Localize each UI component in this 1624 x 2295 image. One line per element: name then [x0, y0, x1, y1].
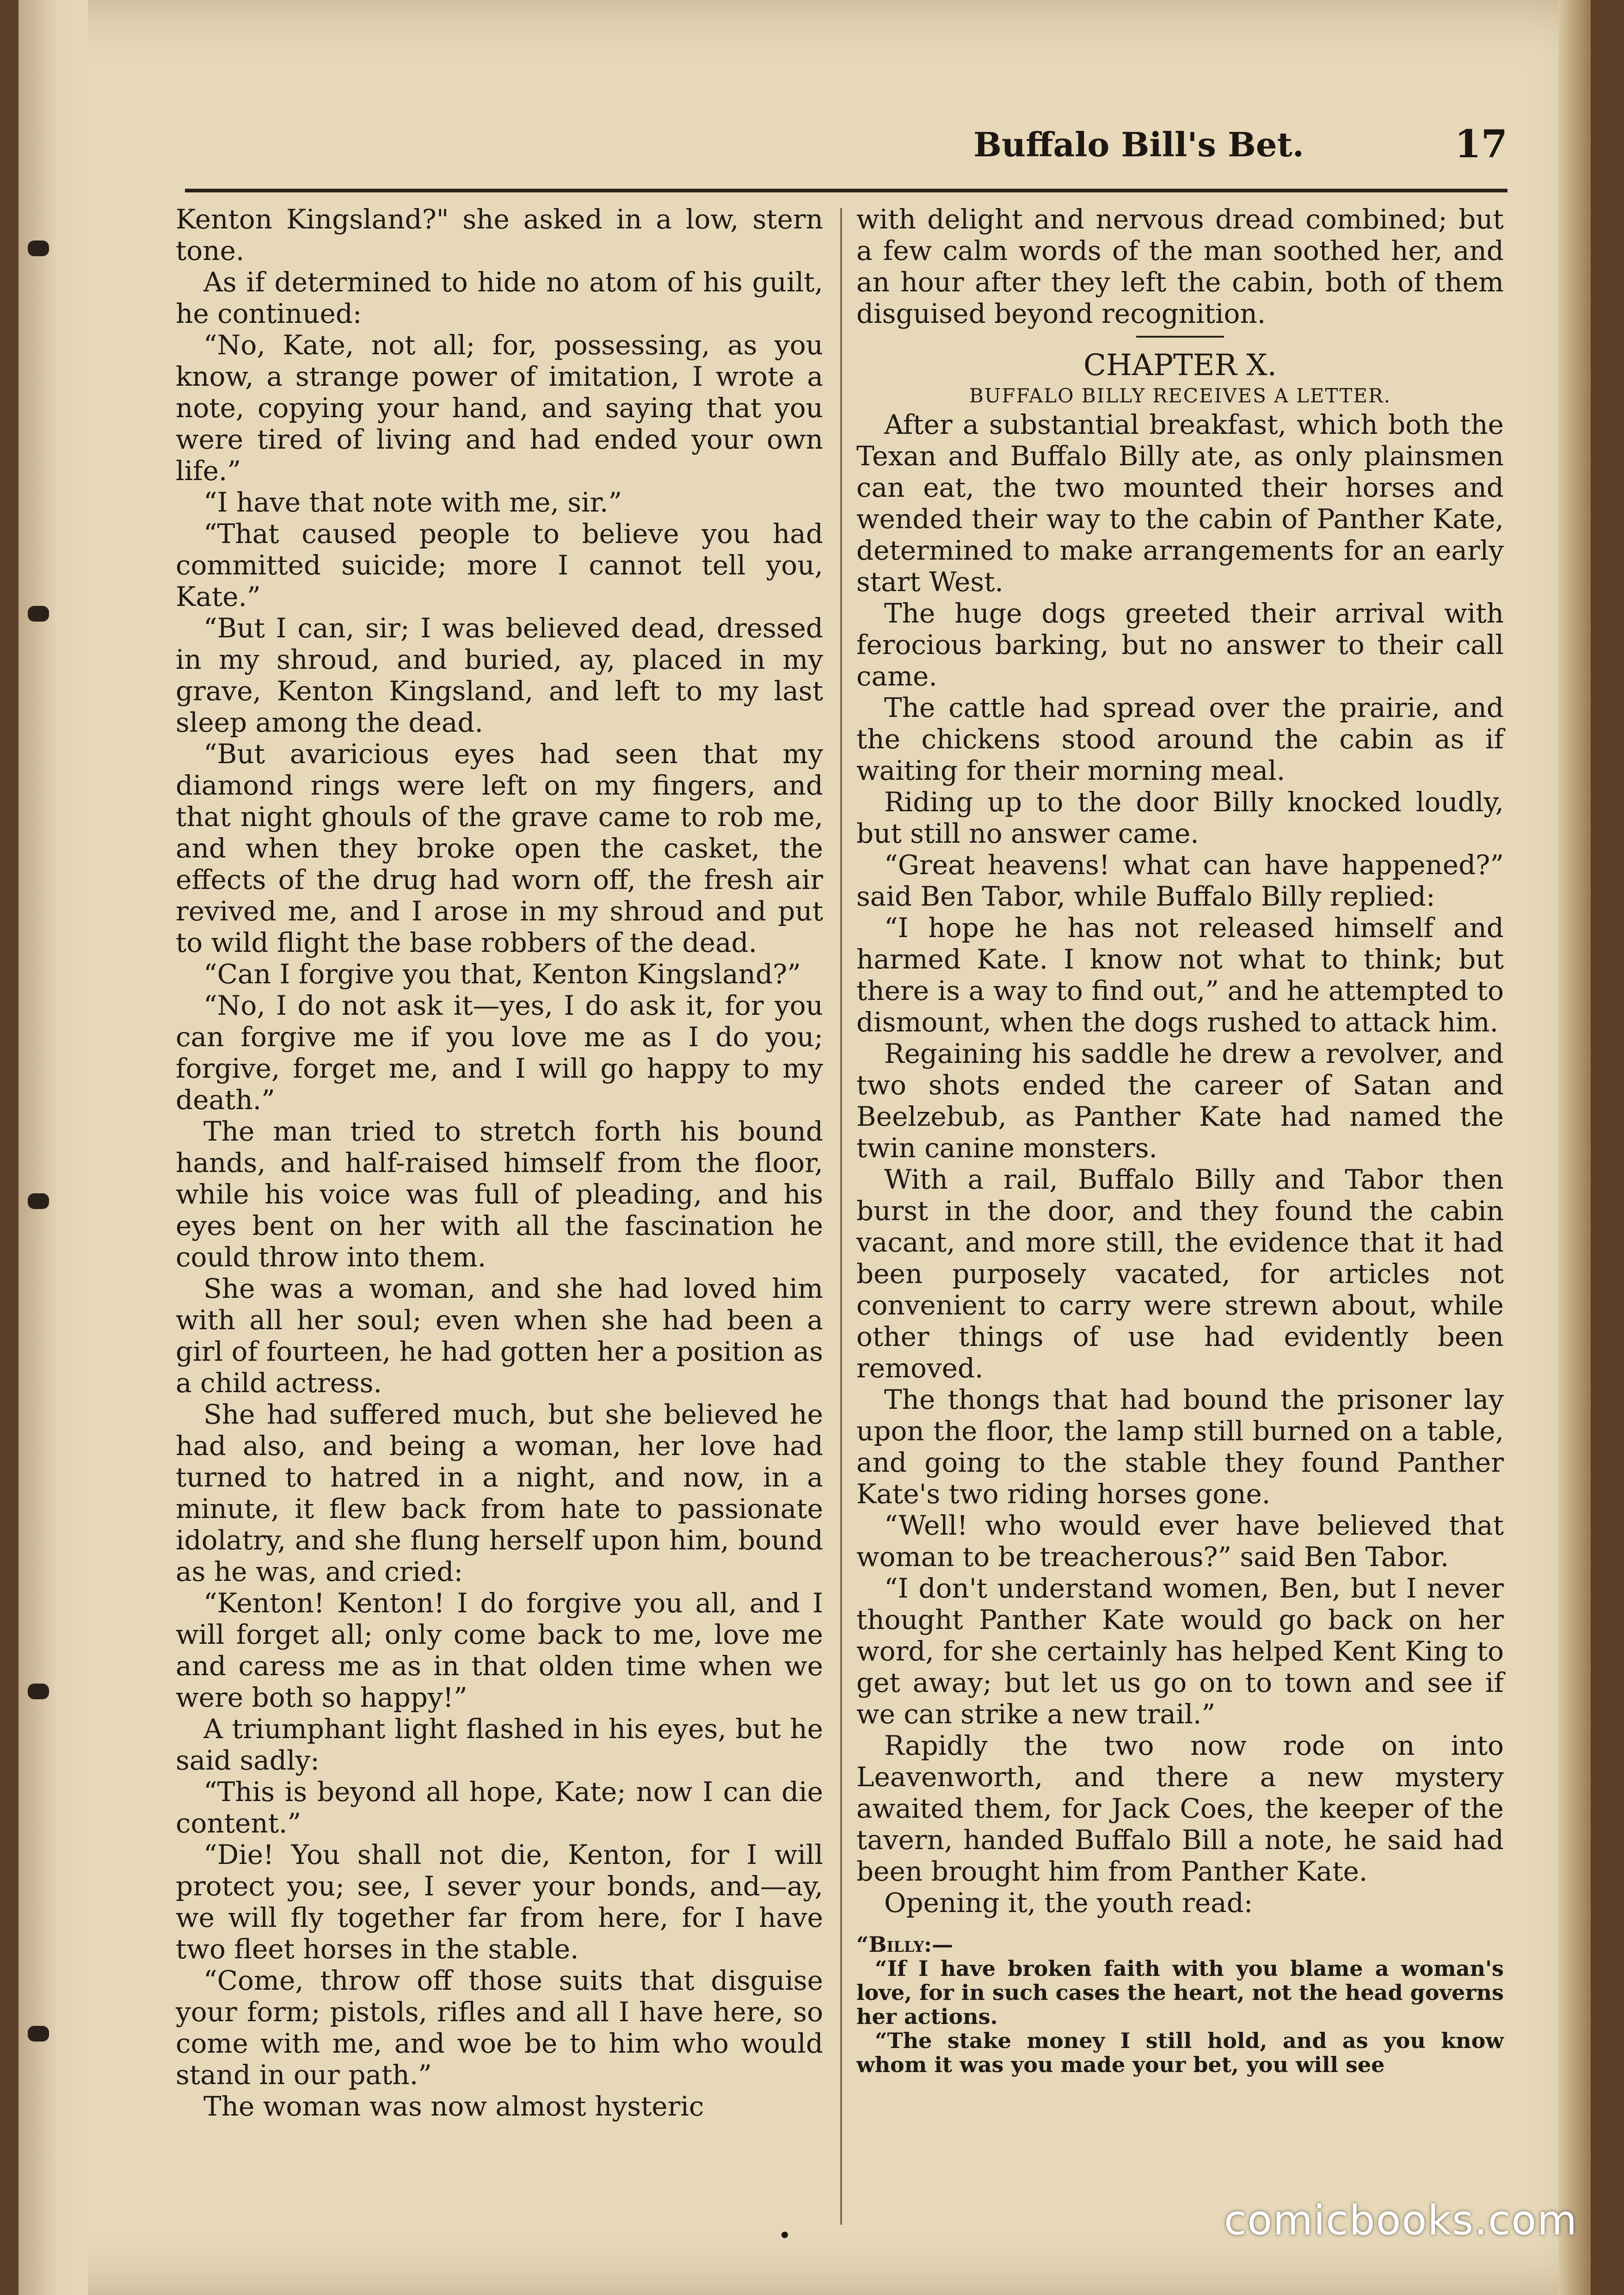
letter-salutation: “Billy:—	[856, 1932, 953, 1957]
paragraph: The cattle had spread over the prairie, and the chickens stood around the cabin as if waiting for their morning meal.	[856, 692, 1504, 786]
column-separator	[840, 208, 842, 2225]
paragraph: “But avaricious eyes had seen that my diamond rings were left on my fingers, and that night ghouls of the grave came to rob me, and when they broke open the casket, the effects of the drug had worn off, the fresh air revived me, and I arose in my shroud and put to wild flight the base robbers of the dead.	[176, 738, 823, 958]
paragraph: “I have that note with me, sir.”	[203, 487, 622, 518]
paragraph: “I hope he has not released himself and harmed Kate. I know not what to think; but there is a way to find out,” and he attempted to dismount, when the dogs rushed to attack him.	[856, 912, 1504, 1038]
paragraph: The thongs that had bound the prisoner lay upon the floor, the lamp still burned on a table, and going to the stable they found Panther Kate's two riding horses gone.	[856, 1384, 1504, 1510]
paragraph: Riding up to the door Billy knocked loudly, but still no answer came.	[856, 786, 1504, 849]
paragraph: The man tried to stretch forth his bound hands, and half-raised himself from the floor, while his voice was full of pleading, and his eyes bent on her with all the fascination he could throw into them.	[176, 1116, 823, 1273]
letter-paragraph: “The stake money I still hold, and as you know whom it was you made your bet, you will see	[856, 2028, 1504, 2077]
paragraph: Regaining his saddle he drew a revolver, and two shots ended the career of Satan and Beelzebub, as Panther Kate had named the twin canine monsters.	[856, 1038, 1504, 1164]
letter-paragraph: “If I have broken faith with you blame a woman's love, for in such cases the heart, not the head governs her actions.	[856, 1956, 1504, 2029]
paragraph: “No, I do not ask it—yes, I do ask it, for you can forgive me if you love me as I do you; forgive, forget me, and I will go happy to my death.”	[176, 990, 823, 1116]
chapter-heading: CHAPTER X.	[1083, 348, 1277, 382]
page-binding-edge	[18, 0, 88, 2295]
paragraph: “But I can, sir; I was believed dead, dressed in my shroud, and buried, ay, placed in my grave, Kenton Kingsland, and left to my last sleep among the dead.	[176, 612, 823, 738]
scanned-page	[18, 0, 1591, 2295]
paragraph: “Can I forgive you that, Kenton Kingsland?”	[203, 958, 801, 990]
header-rule	[185, 189, 1507, 192]
binding-stitch	[28, 1193, 49, 1209]
left-column	[176, 204, 823, 2122]
page-number: 17	[1454, 122, 1507, 167]
paragraph: A triumphant light flashed in his eyes, but he said sadly:	[176, 1713, 823, 1776]
paragraph: “Die! You shall not die, Kenton, for I will protect you; see, I sever your bonds, and—ay, we will fly together far from here, for I have two fleet horses in the stable.	[176, 1839, 823, 1965]
paragraph: “Well! who would ever have believed that woman to be treacherous?” said Ben Tabor.	[856, 1510, 1504, 1573]
binding-stitch	[28, 2026, 49, 2042]
paragraph: “Kenton! Kenton! I do forgive you all, and I will forget all; only come back to me, love me and caress me as in that olden time when we were both so happy!”	[176, 1587, 823, 1713]
ink-dot	[781, 2232, 788, 2238]
running-header	[185, 122, 1507, 176]
chapter-rule	[1136, 336, 1224, 338]
paragraph: With a rail, Buffalo Billy and Tabor then burst in the door, and they found the cabin vacant, and more still, the evidence that it had been purposely vacated, for articles not convenient to carry were strewn about, while other things of use had evidently been removed.	[856, 1164, 1504, 1384]
paragraph: “Come, throw off those suits that disguise your form; pistols, rifles and all I have here, so come with me, and woe be to him who would stand in our path.”	[176, 1965, 823, 2091]
paragraph: “I don't understand women, Ben, but I never thought Panther Kate would go back on her word, for she certainly has helped Kent King to get away; but let us go on to town and see if we can strike a new trail.”	[856, 1573, 1504, 1730]
watermark: comicbooks.com	[1224, 2196, 1578, 2244]
paragraph: Kenton Kingsland?" she asked in a low, stern tone.	[176, 204, 823, 266]
page-right-edge	[1558, 0, 1591, 2295]
paragraph: Rapidly the two now rode on into Leavenworth, and there a new mystery awaited them, for Jack Coes, the keeper of the tavern, handed Buffalo Bill a note, he said had been brought him from Panther Kate.	[856, 1730, 1504, 1887]
letter	[856, 1932, 1504, 2077]
paragraph: After a substantial breakfast, which both the Texan and Buffalo Billy ate, as only plainsmen can eat, the two mounted their horses and wended their way to the cabin of Panther Kate, determined to make arrangements for an early start West.	[856, 409, 1504, 598]
binding-stitch	[28, 241, 49, 256]
paragraph: She had suffered much, but she believed he had also, and being a woman, her love had turned to hatred in a night, and now, in a minute, it flew back from hate to passionate idolatry, and she flung herself upon him, bound as he was, and cried:	[176, 1399, 823, 1587]
binding-stitch	[28, 1684, 49, 1699]
paragraph: She was a woman, and she had loved him with all her soul; even when she had been a girl of fourteen, he had gotten her a position as a child actress.	[176, 1273, 823, 1399]
binding-stitch	[28, 606, 49, 622]
chapter-title: BUFFALO BILLY RECEIVES A LETTER.	[969, 384, 1391, 407]
right-column	[856, 204, 1504, 2077]
paragraph: The huge dogs greeted their arrival with ferocious barking, but no answer to their call came.	[856, 598, 1504, 692]
paragraph: “That caused people to believe you had committed suicide; more I cannot tell you, Kate.”	[176, 518, 823, 612]
paragraph: “Great heavens! what can have happened?” said Ben Tabor, while Buffalo Billy replied:	[856, 849, 1504, 912]
paragraph: As if determined to hide no atom of his guilt, he continued:	[176, 266, 823, 329]
paragraph: with delight and nervous dread combined; but a few calm words of the man soothed her, and an hour after they left the cabin, both of them disguised beyond recognition.	[856, 204, 1504, 329]
running-title: Buffalo Bill's Bet.	[973, 125, 1304, 164]
paragraph: “No, Kate, not all; for, possessing, as you know, a strange power of imitation, I wrote a note, copying your hand, and saying that you were tired of living and had ended your own life.”	[176, 329, 823, 487]
paragraph: Opening it, the youth read:	[884, 1887, 1253, 1919]
paragraph: The woman was now almost hysteric	[203, 2091, 704, 2122]
paragraph: “This is beyond all hope, Kate; now I can die content.”	[176, 1776, 823, 1839]
